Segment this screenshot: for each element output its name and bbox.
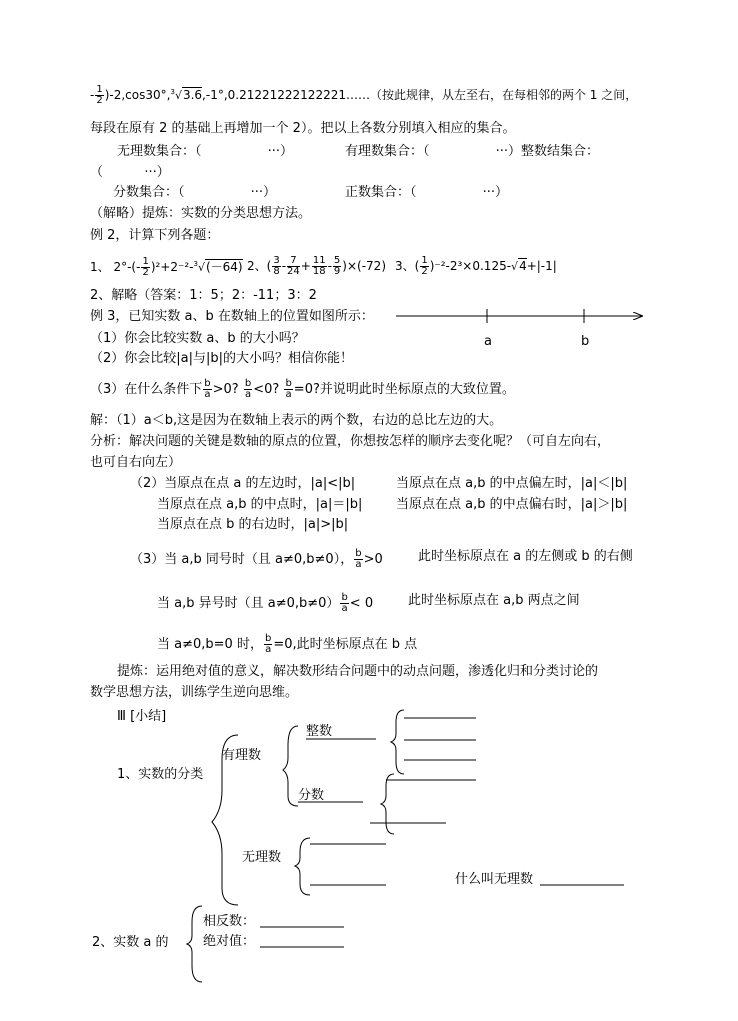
set-irrational: 无理数集合：（ ···） (117, 144, 294, 159)
case-2-line-4: 当原点在点 a,b 的中点偏右时，|a|＞|b| (396, 497, 628, 512)
minus-sign: - (90, 88, 95, 102)
q2-f1-num: 3 (273, 255, 280, 266)
brace-real-a (187, 906, 202, 982)
q2-f2-num: 7 (287, 256, 300, 267)
hint-classification: （解略）提炼：实数的分类思想方法。 (90, 206, 312, 221)
b-over-a-num: b (341, 592, 348, 603)
b-over-a-num: b (204, 378, 211, 389)
q3-num: 1 (421, 255, 428, 266)
q3-equal: =0?并说明此时坐标原点的大致位置。 (293, 382, 515, 397)
radical-sign: √ (174, 89, 182, 102)
case-3-line-2-result: 此时坐标原点在 a,b 两点之间 (408, 593, 580, 608)
hint-line-2: 数学思想方法，训练学生逆向思维。 (90, 685, 299, 700)
q2-text-a: 2、( (247, 259, 272, 273)
q2-text-b: )×(-72) (342, 259, 386, 273)
q1-denominator: 2 (142, 267, 149, 278)
analysis-line-1: 分析：解决问题的关键是数轴的原点的位置，你想按怎样的顺序去变化呢？（可自左向右， (90, 434, 611, 449)
brace-rational (283, 726, 298, 806)
fraction-denominator: 2 (96, 95, 103, 106)
q3-prefix: （3）在什么条件下 (90, 382, 203, 397)
set-rational: 有理数集合：（ ···）整数结集合： (345, 144, 600, 159)
q3-greater: >0? (212, 382, 239, 397)
summary-title: Ⅲ [小结] (117, 709, 167, 724)
c3-1-relation: >0 (363, 552, 383, 567)
set-positive: 正数集合：（ ···） (345, 185, 509, 200)
q2-f4-den: 9 (333, 266, 341, 277)
q3-less: <0? (253, 382, 280, 397)
q2-f2-den: 24 (287, 266, 300, 277)
label-fraction: 分数 (298, 788, 325, 803)
example-3-q1: （1）你会比较实数 a、b 的大小吗？ (90, 331, 305, 346)
axis-label-a: a (484, 334, 492, 349)
case-2-line-5: 当原点在点 b 的右边时，|a|>|b| (157, 517, 349, 532)
b-over-a-den: a (285, 389, 292, 400)
hint-line-1: 提炼：运用绝对值的意义，解决数形结合问题中的动点问题，渗透化归和分类讨论的 (117, 664, 599, 679)
example-2-answer: 2、解略（答案：1：5；2：-11；3：2 (90, 288, 317, 303)
c3-3-prefix: 当 a≠0,b=0 时， (157, 637, 263, 652)
intro-text-b: ,-1°,0.21221222122221……（按此规律，从左至右，在每相邻的两个 1 之间， (202, 88, 638, 102)
q3-text-c: +|-1| (526, 259, 557, 273)
b-over-a-den: a (265, 644, 272, 655)
q1-radical-index: 3 (193, 260, 198, 268)
b-over-a-num: b (264, 633, 272, 644)
q2-f1-den: 8 (273, 266, 280, 277)
q2-f4-num: 5 (333, 255, 341, 266)
summary-item-2: 2、实数 a 的 (92, 935, 169, 950)
b-over-a-den: a (244, 389, 252, 400)
case-2-line-2: 当原点在点 a,b 的中点偏左时，|a|＜|b| (396, 476, 628, 491)
brace-irrational (295, 838, 310, 895)
example-2-q2: 2、( $\frac{3}{8}$ - $\frac{7}{24}$ + $\frac{11}{18}$ - $\frac{5}{9}$ )×(-72) (247, 255, 386, 277)
b-over-a-num: b (244, 378, 252, 389)
set-integer-continued: （ ···） (90, 165, 170, 180)
fraction-numerator: 1 (96, 84, 103, 95)
radical-content: 3.6 (182, 88, 203, 102)
q3-text-b: )⁻²-2³×0.125- (429, 259, 512, 273)
solution-1: 解：（1）a＜b,这是因为在数轴上表示的两个数，右边的总比左边的大。 (90, 413, 503, 428)
b-over-a-den: a (355, 559, 362, 570)
c3-3-result: =0,此时坐标原点在 b 点 (273, 637, 418, 652)
example-3-title: 例 3，已知实数 a、b 在数轴上的位置如图所示： (90, 309, 374, 324)
label-rational: 有理数 (222, 748, 262, 763)
q1-text-b: )²+2⁻²- (150, 260, 194, 274)
brace-fraction (381, 774, 394, 834)
label-integer: 整数 (306, 724, 333, 739)
intro-text-a: )-2,cos30°, (104, 88, 171, 102)
radical-index: 3 (170, 88, 175, 96)
label-absolute: 绝对值： (203, 934, 256, 949)
brace-real-classification (212, 735, 238, 905)
q3-radical-content: 4 (519, 259, 527, 273)
q3-radical-sign: √ (511, 260, 519, 273)
analysis-line-2: 也可自右向左） (90, 455, 182, 470)
q2-f3-num: 11 (312, 255, 326, 266)
b-over-a-den: a (204, 389, 211, 400)
label-irrational: 无理数 (242, 850, 282, 865)
brace-integer (391, 710, 404, 774)
case-2-line-1: （2）当原点在点 a 的左边时，|a|<|b| (130, 476, 356, 491)
summary-item-1: 1、实数的分类 (117, 767, 204, 782)
q2-f3-den: 18 (312, 266, 326, 277)
c3-2-relation: < 0 (349, 596, 374, 611)
example-3-q2: （2）你会比较|a|与|b|的大小吗？相信你能！ (90, 351, 354, 366)
c3-2-prefix: 当 a,b 异号时（且 a≠0,b≠0） (157, 596, 340, 611)
example-2-title: 例 2，计算下列各题： (90, 228, 220, 243)
b-over-a-num: b (285, 378, 292, 389)
b-over-a-num: b (355, 548, 362, 559)
q3-text-a: 3、( (395, 259, 420, 273)
label-opposite: 相反数： (203, 914, 256, 929)
what-is-irrational: 什么叫无理数 (455, 872, 534, 887)
intro-line-2: 每段在原有 2 的基础上再增加一个 2）。把以上各数分别填入相应的集合。 (90, 121, 516, 136)
case-2-line-3: 当原点在点 a,b 的中点时，|a|＝|b| (157, 497, 363, 512)
axis-label-b: b (581, 334, 590, 349)
b-over-a-den: a (341, 603, 348, 614)
c3-1-prefix: （3）当 a,b 同号时（且 a≠0,b≠0）， (130, 552, 354, 567)
q1-numerator: 1 (142, 256, 149, 267)
q1-text-a: 1、 2°-(- (90, 260, 141, 274)
q1-radical-content: (－64) (205, 260, 243, 274)
q1-radical-sign: √ (197, 261, 205, 274)
q3-den: 2 (421, 266, 428, 277)
case-3-line-1-result: 此时坐标原点在 a 的左侧或 b 的右侧 (418, 549, 633, 564)
set-fraction: 分数集合：（ ···） (113, 185, 277, 200)
